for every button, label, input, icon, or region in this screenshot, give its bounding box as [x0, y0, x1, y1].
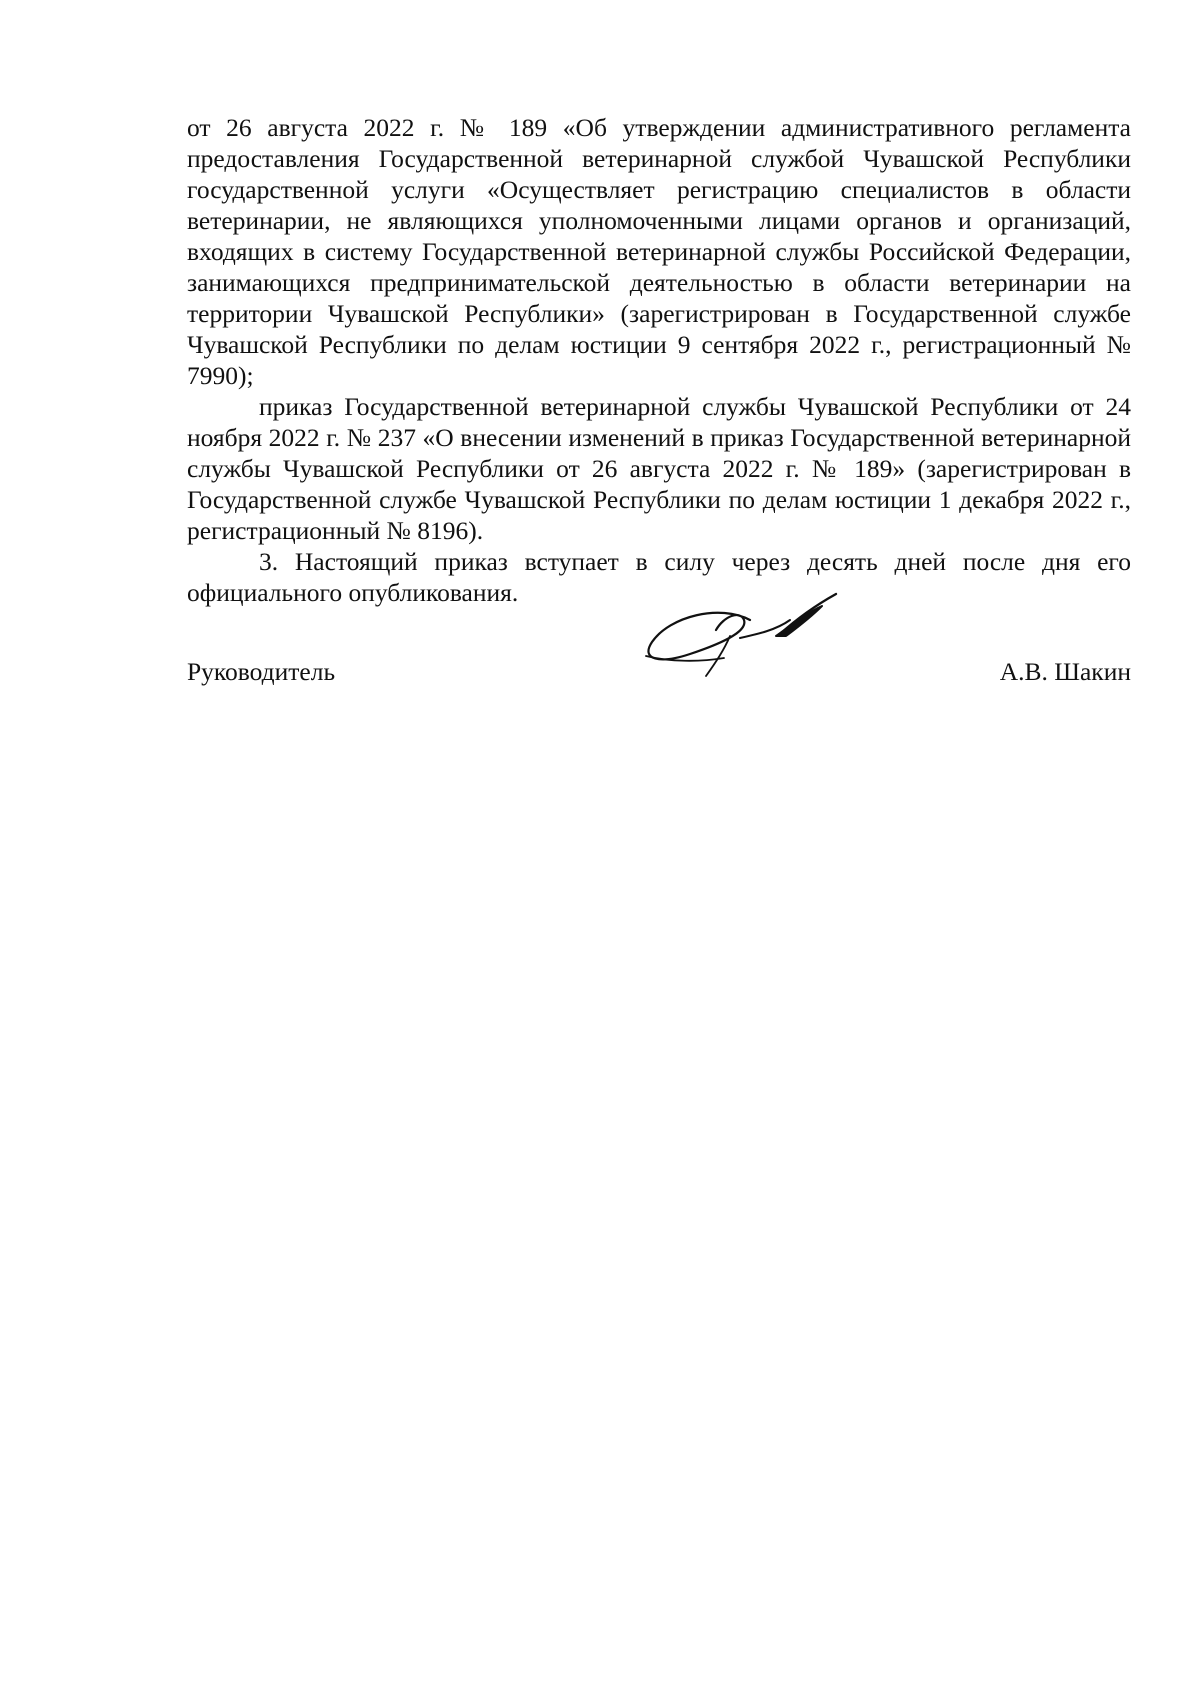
document-body: [187, 112, 1131, 608]
paragraph-previous-order-189: от 26 августа 2022 г. № 189 «Об утверждении административного регламента предоставления Государственной ветеринарной службой Чувашской Республики государственной услуги «Осуществляет регистрацию специалистов в области ветеринарии, не являющихся уполномоченными лицами органов и организаций, входящих в систему Государственной ветеринарной службы Российской Федерации, занимающихся предпринимательской деятельностью в области ветеринарии на территории Чувашской Республики» (зарегистрирован в Государственной службе Чувашской Республики по делам юстиции 9 сентября 2022 г., регистрационный № 7990);: [187, 113, 1131, 390]
paragraph-effective-date: 3. Настоящий приказ вступает в силу через десять дней после дня его официального опубликования.: [187, 547, 1131, 607]
signer-name: А.В. Шакин: [999, 657, 1131, 686]
paragraph-order-237: приказ Государственной ветеринарной службы Чувашской Республики от 24 ноября 2022 г. № 237 «О внесении изменений в приказ Государственной ветеринарной службы Чувашской Республики от 26 августа 2022 г. № 189» (зарегистрирован в Государственной службе Чувашской Республики по делам юстиции 1 декабря 2022 г., регистрационный № 8196).: [187, 392, 1131, 545]
handwritten-signature: [640, 590, 860, 690]
signer-position: Руководитель: [187, 657, 336, 686]
